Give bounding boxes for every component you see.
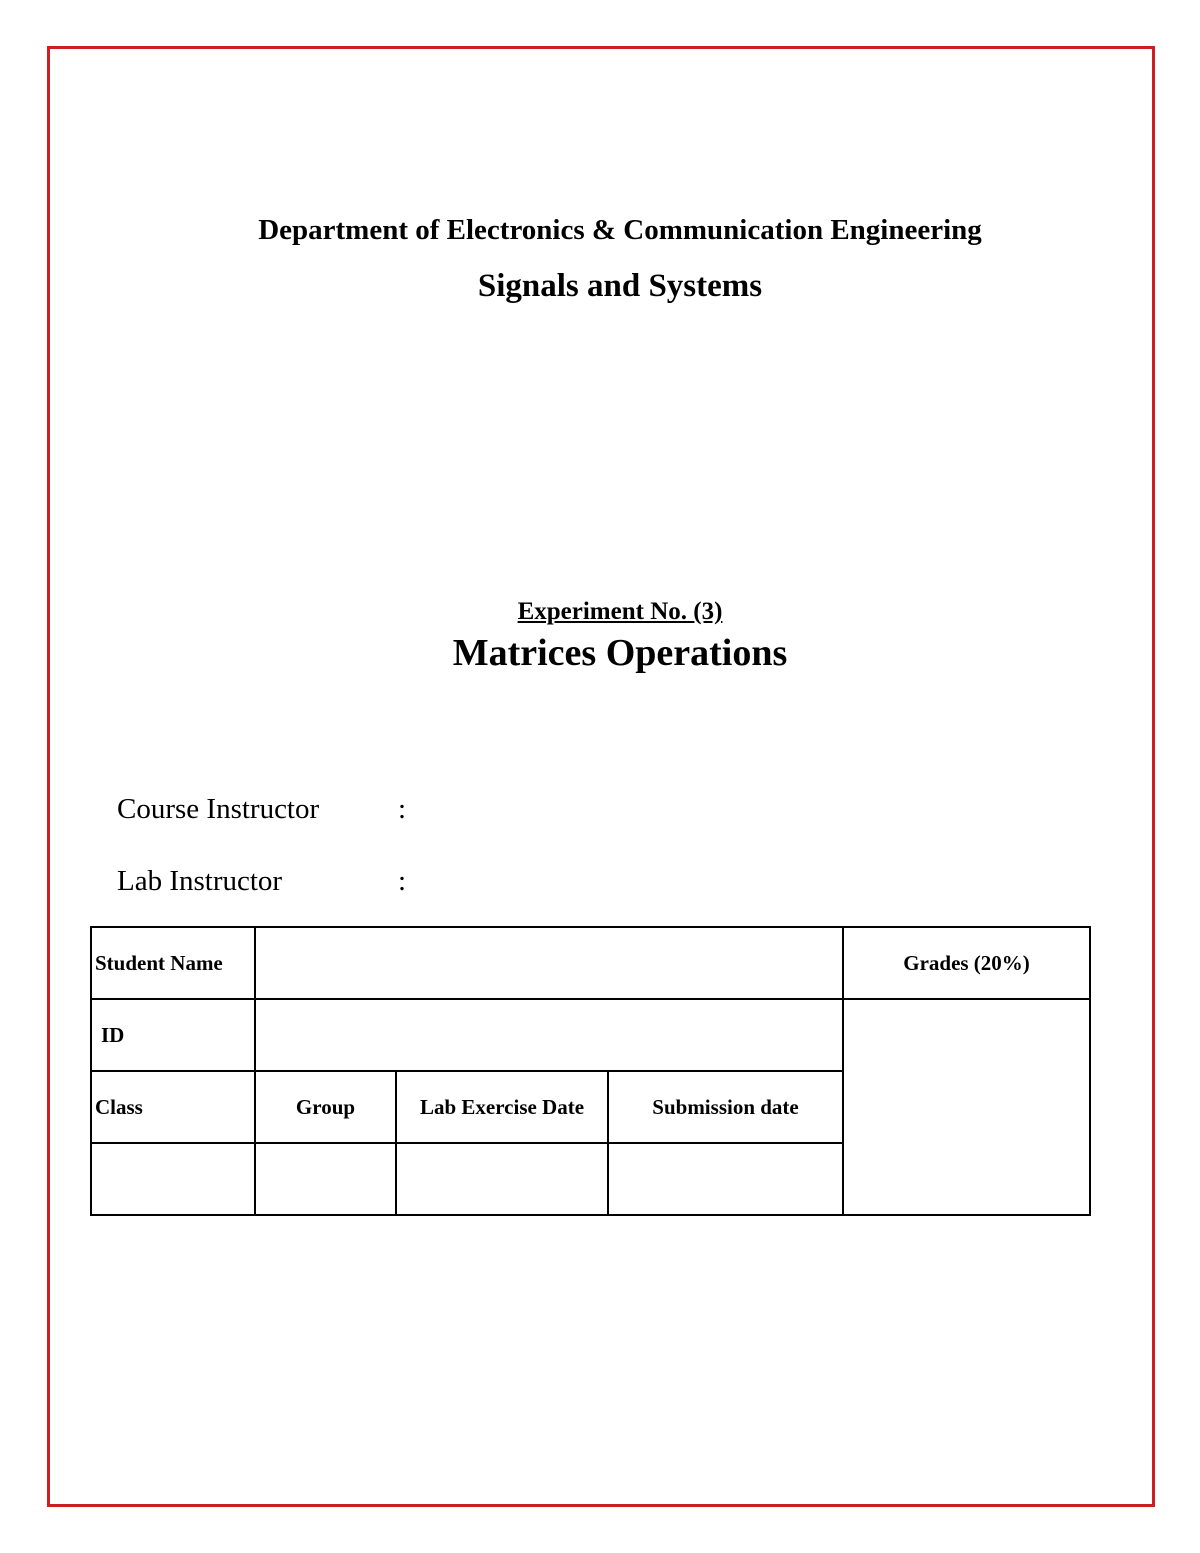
submission-date-label: Submission date [608,1071,843,1143]
group-cell[interactable] [255,1143,396,1215]
submission-date-cell[interactable] [608,1143,843,1215]
experiment-title: Matrices Operations [452,632,788,674]
grades-label: Grades (20%) [843,927,1090,999]
group-label: Group [255,1071,396,1143]
class-label: Class [91,1071,255,1143]
id-label: ID [91,999,255,1071]
student-info-table [90,926,1091,1216]
lab-instructor-label: Lab Instructor [117,865,283,897]
student-name-cell[interactable] [255,927,843,999]
course-instructor-label: Course Instructor [117,793,320,825]
experiment-number: Experiment No. (3) [517,598,723,625]
lab-instructor-colon: : [398,865,407,897]
course-instructor-colon: : [398,793,407,825]
lab-exercise-date-cell[interactable] [396,1143,608,1215]
lab-exercise-date-label: Lab Exercise Date [396,1071,608,1143]
department-title: Department of Electronics & Communication Engineering [258,214,982,246]
class-cell[interactable] [91,1143,255,1215]
course-title: Signals and Systems [477,268,763,304]
grades-cell[interactable] [843,999,1090,1215]
student-name-label: Student Name [91,927,255,999]
page-frame [47,46,1155,1507]
id-cell[interactable] [255,999,843,1071]
